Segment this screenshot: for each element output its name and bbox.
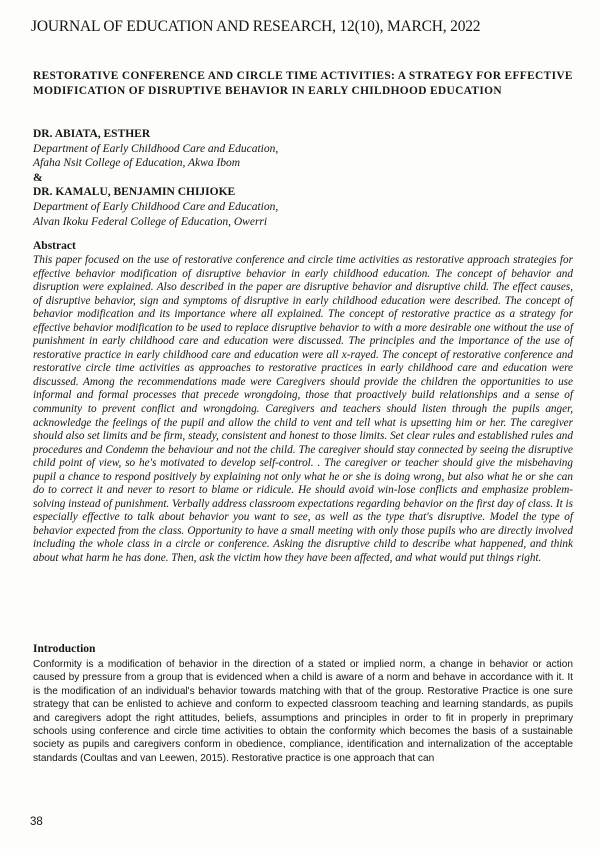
author-name-1: DR. ABIATA, ESTHER: [33, 128, 151, 140]
author-department-2: Department of Early Childhood Care and Education,: [33, 200, 279, 213]
author-institution-1: Afaha Nsit College of Education, Akwa Ibom: [33, 157, 241, 170]
page-number: 38: [30, 816, 43, 828]
abstract-text: This paper focused on the use of restorative conference and circle time activities as restorative approach strategies for effective behavior modification of disruptive behavior in early childhood education. The concept of behavior and disruption were explained. Also described in the paper are disruptive behavior and disruptive child. The effect causes, of disruptive behavior, sign and symptoms of disruptive in early childhood education were described. The concept of behavior modification and its importance where all explained. The concept of restorative practice as a strategy for effective behavior modification to be used to replace disruptive behavior to with a more desirable one without the use of punishment in early childhood care and education were discussed. The principles and the importance of the use of restorative practice in early childhood care and education were all x-rayed. The concept of restorative conference and restorative circle time activities as approaches to restorative practices in early childhood care and education were discussed. Among the recommendations made were Caregivers should provide the children the opportunities to use informal and formal processes that precede wrongdoing, those that proactively build relationships and a sense of community to prevent conflict and wrongdoing. Caregivers and teachers should listen through the pupils anger, acknowledge the feelings of the pupil and allow the child to vent and tell what is upsetting him or her. The caregiver should also set limits and be firm, steady, consistent and honest to those limits. Set clear rules and established rules and procedures and Condemn the behaviour and not the child. The caregiver should stay connected by seeing the disruptive child point of view, so he's motivated to develop self-control. . The caregiver or teacher should give the misbehaving pupil a chance to respond positively by explaining not only what he or she is doing wrong, but also what he or she can do to correct it and never to resort to blame or ridicule. He should avoid win-lose conflicts and emphasize problem-solving instead of punishment. Verbally address classroom expectations regarding behavior on the first day of class. It is especially effective to talk about behavior you want to see, as well as the type that's disruptive. Model the type of behavior expected from the class. Opportunity to have a small meeting with only those pupils who are directly involved including the whole class in a circle or conference. Asking the disruptive child to describe what happened, and think about what harm he has done. Then, ask the victim how they have been affected, and what would put things right.: [33, 254, 573, 565]
author-institution-2: Alvan Ikoku Federal College of Education, Owerri: [33, 215, 268, 228]
article-title: RESTORATIVE CONFERENCE AND CIRCLE TIME ACTIVITIES: A STRATEGY FOR EFFECTIVE MODIFICATION OF DISRUPTIVE BEHAVIOR IN EARLY CHILDHOOD EDUCATION: [33, 70, 573, 97]
author-name-2: DR. KAMALU, BENJAMIN CHIJIOKE: [33, 186, 236, 199]
abstract-heading: Abstract: [33, 240, 76, 252]
running-head: JOURNAL OF EDUCATION AND RESEARCH, 12(10), MARCH, 2022: [31, 18, 481, 35]
introduction-text: Conformity is a modification of behavior in the direction of a stated or implied norm, a change in behavior or action caused by pressure from a group that is evidenced when a child is aware of a norm and behave in accordance with it. It is the modification of an individual's behavior towards matching with that of the group. Restorative Practice is one sure strategy that can be enlisted to achieve and conform to expected classroom teaching and learning standards, as pupils and caregivers adopt the right attitudes, beliefs, assumptions and principles in order to fit in properly in preprimary schools using conference and circle time activities to obtain the conformity which becomes the basis of a sustainable society as pupils and caregivers conform in obedience, compliance, identification and internalization of the acceptable standards (Coultas and van Leewen, 2015). Restorative practice is one approach that can: [33, 659, 573, 764]
author-department-1: Department of Early Childhood Care and Education,: [33, 142, 279, 155]
author-block: [33, 127, 573, 229]
introduction-heading: Introduction: [33, 643, 96, 655]
author-separator: &: [33, 171, 43, 184]
